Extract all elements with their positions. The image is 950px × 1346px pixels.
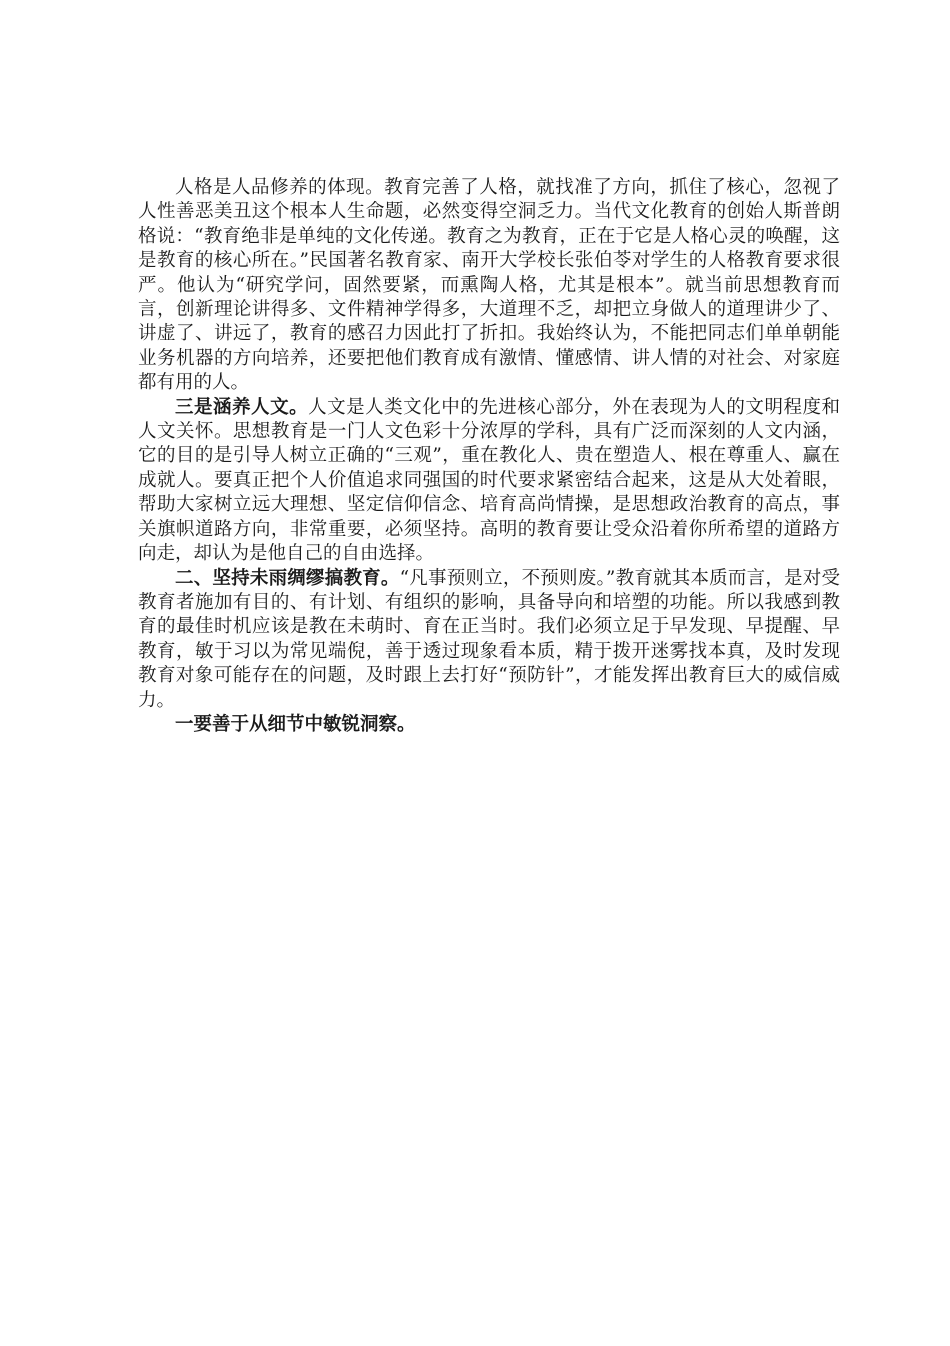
- paragraph-personality: [138, 176, 840, 396]
- paragraph-humanities: [138, 396, 840, 567]
- paragraph-text: “凡事预则立，不预则废。”教育就其本质而言，是对受教育者施加有目的、有计划、有组织的影响，具备导向和培塑的功能。所以我感到教育的最佳时机应该是教在未萌时、育在正当时。我们必须立足于早发现、早提醒、早教育，敏于习以为常见端倪，善于透过现象看本质，精于拨开迷雾找本真，及时发现教育对象可能存在的问题，及时跟上去打好“预防针”，才能发挥出教育巨大的威信威力。: [138, 567, 840, 711]
- paragraph-text: 人文是人类文化中的先进核心部分，外在表现为人的文明程度和人文关怀。思想教育是一门人文色彩十分浓厚的学科，具有广泛而深刻的人文内涵，它的目的是引导人树立正确的“三观”，重在教化人、贵在塑造人、根在尊重人、赢在成就人。要真正把个人价值追求同强国的时代要求紧密结合起来，这是从大处着眼，帮助大家树立远大理想、坚定信仰信念、培育高尚情操，是思想政治教育的高点，事关旗帜道路方向，非常重要，必须坚持。高明的教育要让受众沿着你所希望的道路方向走，却认为是他自己的自由选择。: [138, 396, 840, 565]
- document-body: [138, 176, 840, 737]
- paragraph-prevention: [138, 567, 840, 713]
- paragraph-text: 人格是人品修养的体现。教育完善了人格，就找准了方向，抓住了核心，忽视了人性善恶美丑这个根本人生命题，必然变得空洞乏力。当代文化教育的创始人斯普朗格说：“教育绝非是单纯的文化传递。教育之为教育，正在于它是人格心灵的唤醒，这是教育的核心所在。”民国著名教育家、南开大学校长张伯苓对学生的人格教育要求很严。他认为“研究学问，固然要紧，而熏陶人格，尤其是根本”。就当前思想教育而言，创新理论讲得多、文件精神学得多，大道理不乏，却把立身做人的道理讲少了、讲虚了、讲远了，教育的感召力因此打了折扣。我始终认为，不能把同志们单单朝能业务机器的方向培养，还要把他们教育成有激情、懂感情、讲人情的对社会、对家庭都有用的人。: [138, 177, 840, 394]
- paragraph-lead: 一要善于从细节中敏锐洞察。: [175, 713, 416, 735]
- paragraph-lead: 三是涵养人文。: [175, 396, 309, 418]
- paragraph-lead: 二、坚持未雨绸缪搞教育。: [175, 567, 400, 589]
- paragraph-details: [138, 713, 840, 737]
